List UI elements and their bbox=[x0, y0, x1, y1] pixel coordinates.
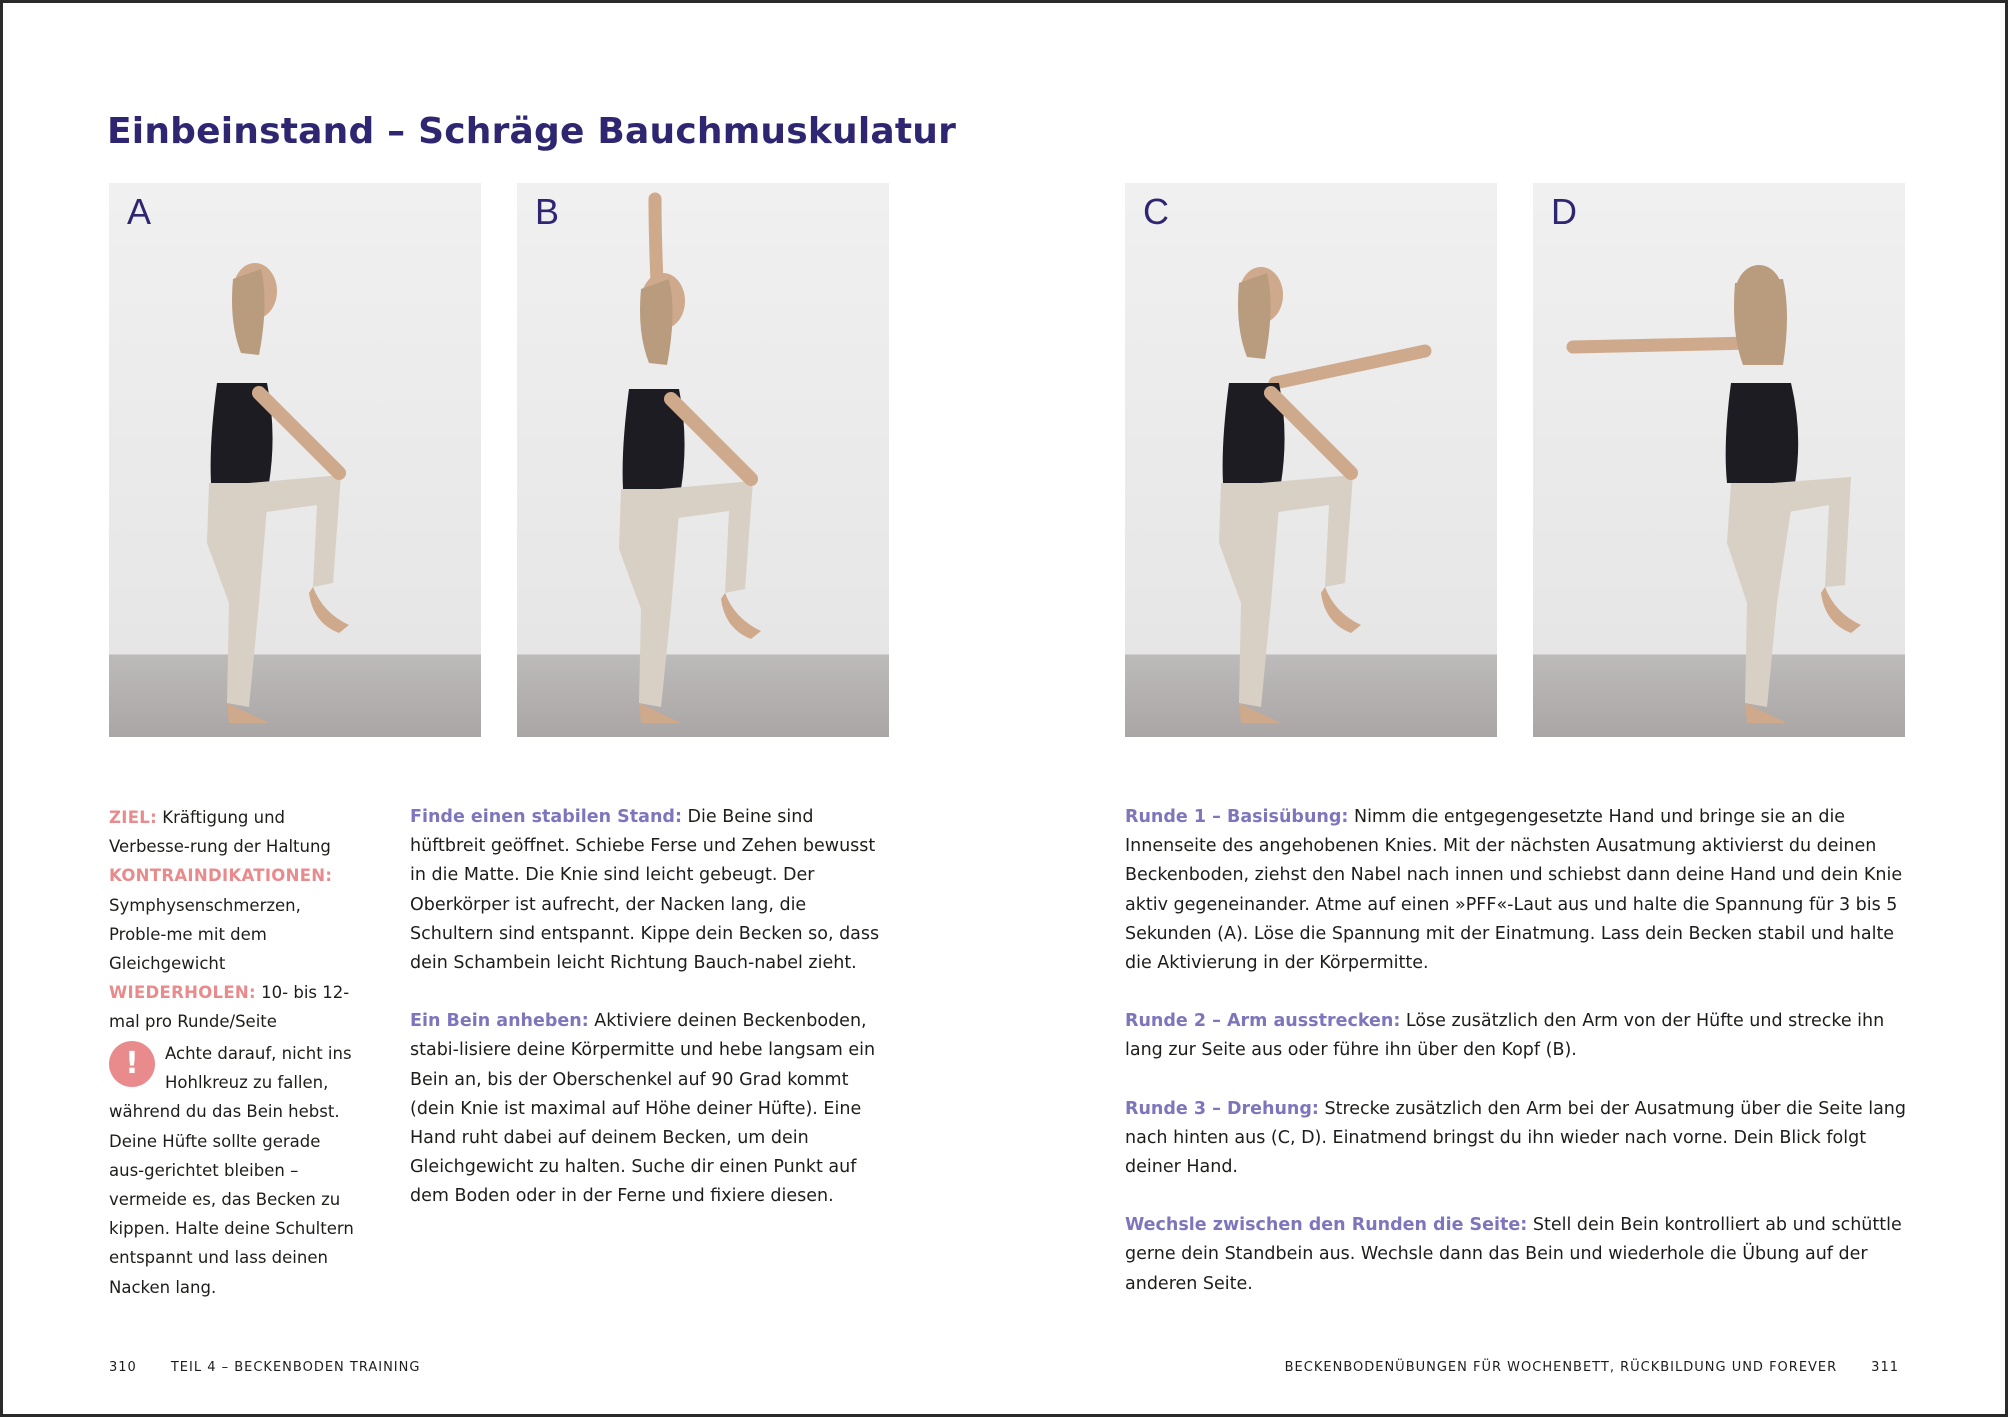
round-heading: Runde 2 – Arm ausstrecken: bbox=[1125, 1011, 1401, 1032]
warning-text: Achte darauf, nicht ins Hohlkreuz zu fallen, während du das Bein hebst. Deine Hüfte sollte gerade aus-gerichtet bleiben – vermeide es, das Becken zu kippen. Halte deine Schultern entspannt und lass deinen Nacken lang. bbox=[109, 1044, 354, 1297]
wiederholen-text: 10- bis 12-mal pro Runde/Seite bbox=[109, 983, 350, 1032]
page-number-right: 311 bbox=[1871, 1360, 1899, 1375]
round-heading: Runde 3 – Drehung: bbox=[1125, 1098, 1319, 1119]
wiederholen-block bbox=[109, 978, 359, 1036]
round-paragraph bbox=[1125, 1007, 1915, 1065]
figure-b bbox=[517, 183, 889, 737]
photo-d bbox=[1533, 183, 1905, 737]
photo-letter: A bbox=[127, 191, 152, 232]
figure-d bbox=[1533, 183, 1905, 737]
round-heading: Runde 1 – Basisübung: bbox=[1125, 807, 1349, 827]
photo-letter: C bbox=[1143, 191, 1169, 232]
exclamation-symbol: ! bbox=[125, 1046, 139, 1081]
round-text: Löse zusätzlich den Arm von der Hüfte und strecke ihn lang zur Seite aus oder führe ihn über den Kopf (B). bbox=[1125, 1011, 1885, 1061]
round-paragraph bbox=[1125, 803, 1915, 978]
instruction-text: Aktiviere deinen Beckenboden, stabi-lisiere deine Körpermitte und hebe langsam ein Bein an, bis der Oberschenkel auf 90 Grad kommt (dein Knie ist maximal auf Höhe deiner Hüfte). Eine Hand ruht dabei auf deinem Becken, um dein Gleichgewicht zu halten. Suche dir einen Punkt auf dem Boden oder in der Ferne und fixiere diesen. bbox=[410, 1011, 876, 1207]
warning-note bbox=[109, 1039, 359, 1302]
ziel-block bbox=[109, 803, 359, 861]
kontra-text: Symphysenschmerzen, Proble-me mit dem Gleichgewicht bbox=[109, 895, 301, 974]
figure-c bbox=[1125, 183, 1497, 737]
page-title: Einbeinstand – Schräge Bauchmuskulatur bbox=[107, 111, 957, 152]
photo-b bbox=[517, 183, 889, 737]
running-head-left: TEIL 4 – BECKENBODEN TRAINING bbox=[170, 1360, 421, 1375]
instruction-paragraph bbox=[410, 1007, 890, 1211]
kontra-label: KONTRAINDIKATIONEN: bbox=[109, 866, 333, 886]
instruction-paragraph bbox=[410, 803, 890, 978]
instruction-heading: Finde einen stabilen Stand: bbox=[410, 807, 682, 827]
round-heading: Wechsle zwischen den Runden die Seite: bbox=[1125, 1215, 1528, 1236]
exclamation-icon bbox=[109, 1041, 155, 1087]
wiederholen-label: WIEDERHOLEN: bbox=[109, 983, 256, 1003]
running-head-right: BECKENBODENÜBUNGEN FÜR WOCHENBETT, RÜCKBILDUNG UND FOREVER bbox=[1284, 1360, 1838, 1375]
exercise-info bbox=[109, 803, 359, 1037]
instruction-text: Die Beine sind hüftbreit geöffnet. Schiebe Ferse und Zehen bewusst in die Matte. Die Knie sind leicht gebeugt. Der Oberkörper ist aufrecht, der Nacken lang, die Schultern sind entspannt. Kippe dein Becken so, dass dein Schambein leicht Richtung Bauch-nabel zieht. bbox=[410, 807, 880, 974]
page-number-left: 310 bbox=[109, 1360, 137, 1375]
round-text: Stell dein Bein kontrolliert ab und schüttle gerne dein Standbein aus. Wechsle dann das Bein und wiederhole die Übung auf der anderen Seite. bbox=[1125, 1215, 1902, 1294]
footer-right bbox=[1285, 1360, 1899, 1375]
footer-left bbox=[109, 1360, 420, 1375]
round-text: Nimm die entgegengesetzte Hand und bringe sie an die Innenseite des angehobenen Knies. Mit der nächsten Ausatmung aktivierst du deinen Beckenboden, ziehst den Nabel nach innen und schiebst dann deine Hand und dein Knie aktiv gegeneinander. Atme auf einen »PFF«-Laut aus und halte die Spannung für 3 bis 5 Sekunden (A). Löse die Spannung mit der Einatmung. Lass dein Becken stabil und halte die Aktivierung in der Körpermitte. bbox=[1125, 807, 1903, 974]
ziel-label: ZIEL: bbox=[109, 808, 157, 827]
photo-letter: D bbox=[1551, 191, 1577, 232]
round-paragraph bbox=[1125, 1211, 1915, 1299]
instruction-heading: Ein Bein anheben: bbox=[410, 1011, 589, 1032]
ziel-text: Kräftigung und Verbesse-rung der Haltung bbox=[109, 808, 331, 857]
kontra-block bbox=[109, 861, 359, 978]
figure-a bbox=[109, 183, 481, 737]
round-paragraph bbox=[1125, 1095, 1915, 1183]
photo-letter: B bbox=[535, 191, 560, 232]
round-text: Strecke zusätzlich den Arm bei der Ausatmung über die Seite lang nach hinten aus (C, D). Einatmend bringst du ihn wieder nach vorne. Dein Blick folgt deiner Hand. bbox=[1125, 1098, 1907, 1178]
photo-a bbox=[109, 183, 481, 737]
instructions-column-middle bbox=[410, 803, 890, 1241]
instructions-column-right bbox=[1125, 803, 1915, 1328]
photo-c bbox=[1125, 183, 1497, 737]
